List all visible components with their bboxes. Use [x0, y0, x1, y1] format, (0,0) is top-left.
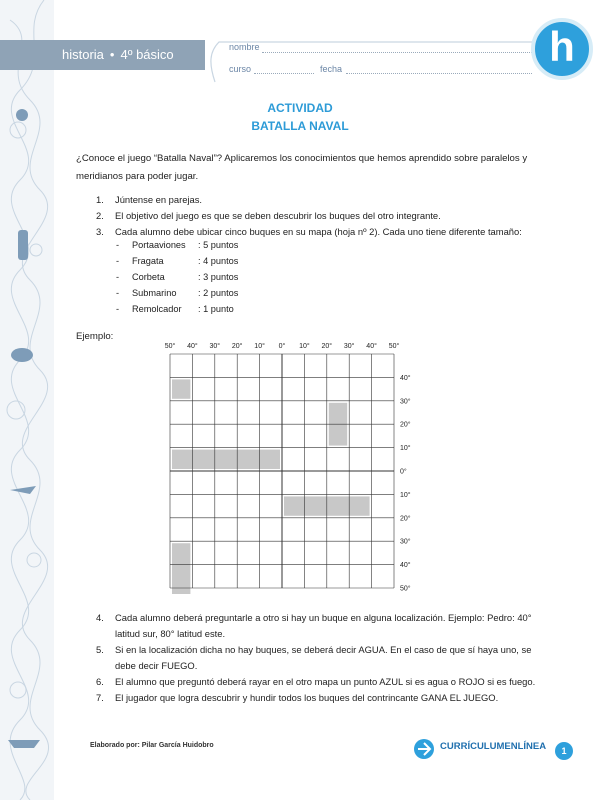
ship-submarino	[172, 543, 190, 594]
top-axis-label: 50°	[164, 343, 176, 350]
ship-item: -	[116, 240, 120, 250]
ship-item: -	[116, 304, 120, 314]
top-axis-label: 0°	[278, 343, 286, 350]
top-axis-label: 10°	[254, 343, 265, 350]
curriculum-logo-icon	[412, 737, 436, 761]
subject-label: historia	[62, 47, 104, 62]
date-field[interactable]	[346, 73, 532, 74]
right-axis-label: 10°	[400, 445, 411, 453]
grade-label: 4º básico	[120, 47, 174, 62]
name-field[interactable]	[262, 52, 532, 53]
ship-item: -	[116, 288, 120, 298]
subject-banner: historia • 4º básico	[0, 40, 205, 70]
ships-list	[116, 240, 316, 320]
intro-paragraph: ¿Conoce el juego “Batalla Naval”? Aplicaremos los conocimientos que hemos aprendido sobre paralelos y meridianos para poder jugar.	[76, 153, 528, 182]
right-axis-label: 30°	[400, 538, 411, 546]
ship-points: : 5 puntos	[198, 240, 239, 250]
ship-points: : 4 puntos	[198, 256, 239, 266]
top-axis-label: 50°	[388, 343, 400, 350]
author-credit: Elaborado por: Pilar García Huidobro	[90, 742, 214, 749]
example-label: Ejemplo:	[76, 331, 114, 342]
battleship-grid	[160, 336, 420, 594]
right-axis-label: 40°	[400, 562, 411, 570]
steps-list-a: 1. Júntense en parejas. 2. El objetivo del juego es que se deben descubrir los buques del otro integrante. 3. Cada alumno debe ubicar cinco buques en su mapa (hoja nº 2). Cada uno tiene diferente tamaño:	[96, 194, 522, 237]
right-axis-label: 30°	[400, 398, 411, 406]
ship-name: Remolcador	[132, 304, 182, 314]
top-axis-label: 20°	[231, 343, 243, 350]
ship-name: Submarino	[132, 288, 177, 298]
top-axis-label: 30°	[343, 343, 355, 350]
right-axis-label: 20°	[400, 515, 411, 523]
right-axis-label: 40°	[400, 374, 411, 382]
ship-points: : 1 punto	[198, 304, 234, 314]
steps-list-b: 4. Cada alumno deberá preguntarle a otro si hay un buque en alguna localización. Ejemplo: Pedro: 40° latitud sur, 80° latitud este. 5. Si en la localización dicha no hay buques, se deberá decir AGUA. En el caso de que sí haya uno, se debe decir FUEGO. 6. El alumno que preguntó deberá rayar en el otro mapa un punto AZUL si es agua o ROJO si es fuego. 7. El jugador que logra descubrir y hundir todos los buques del contrincante GANA EL JUEGO.	[96, 612, 536, 703]
date-label: fecha	[320, 64, 343, 74]
top-axis-label: 40°	[187, 343, 198, 350]
course-field[interactable]	[254, 73, 314, 74]
top-axis-label: 30°	[209, 343, 221, 350]
right-axis-label: 0°	[400, 468, 407, 476]
ship-points: : 3 puntos	[198, 272, 239, 282]
ship-name: Portaaviones	[132, 240, 186, 250]
top-axis-label: 40°	[366, 343, 377, 350]
activity-title: ACTIVIDAD	[267, 101, 333, 115]
ship-item: -	[116, 272, 120, 282]
right-axis-label: 50°	[400, 585, 411, 593]
ship-name: Corbeta	[132, 272, 165, 282]
ship-name: Fragata	[132, 256, 164, 266]
right-axis-label: 10°	[400, 491, 411, 499]
page-number: 1	[555, 742, 573, 760]
ship-portaaviones	[172, 450, 280, 469]
right-axis-label: 20°	[400, 421, 411, 429]
ship-points: : 2 puntos	[198, 288, 239, 298]
course-label: curso	[229, 64, 252, 74]
ship-remolcador	[172, 379, 190, 398]
curriculum-logo-text: CURRÍCULUMENLÍNEA	[440, 741, 547, 752]
ship-item: -	[116, 256, 120, 266]
activity-subtitle: BATALLA NAVAL	[251, 119, 349, 133]
top-axis-label: 10°	[299, 343, 310, 350]
top-axis-label: 20°	[321, 343, 333, 350]
name-label: nombre	[229, 42, 260, 52]
historia-logo: h	[531, 18, 593, 80]
